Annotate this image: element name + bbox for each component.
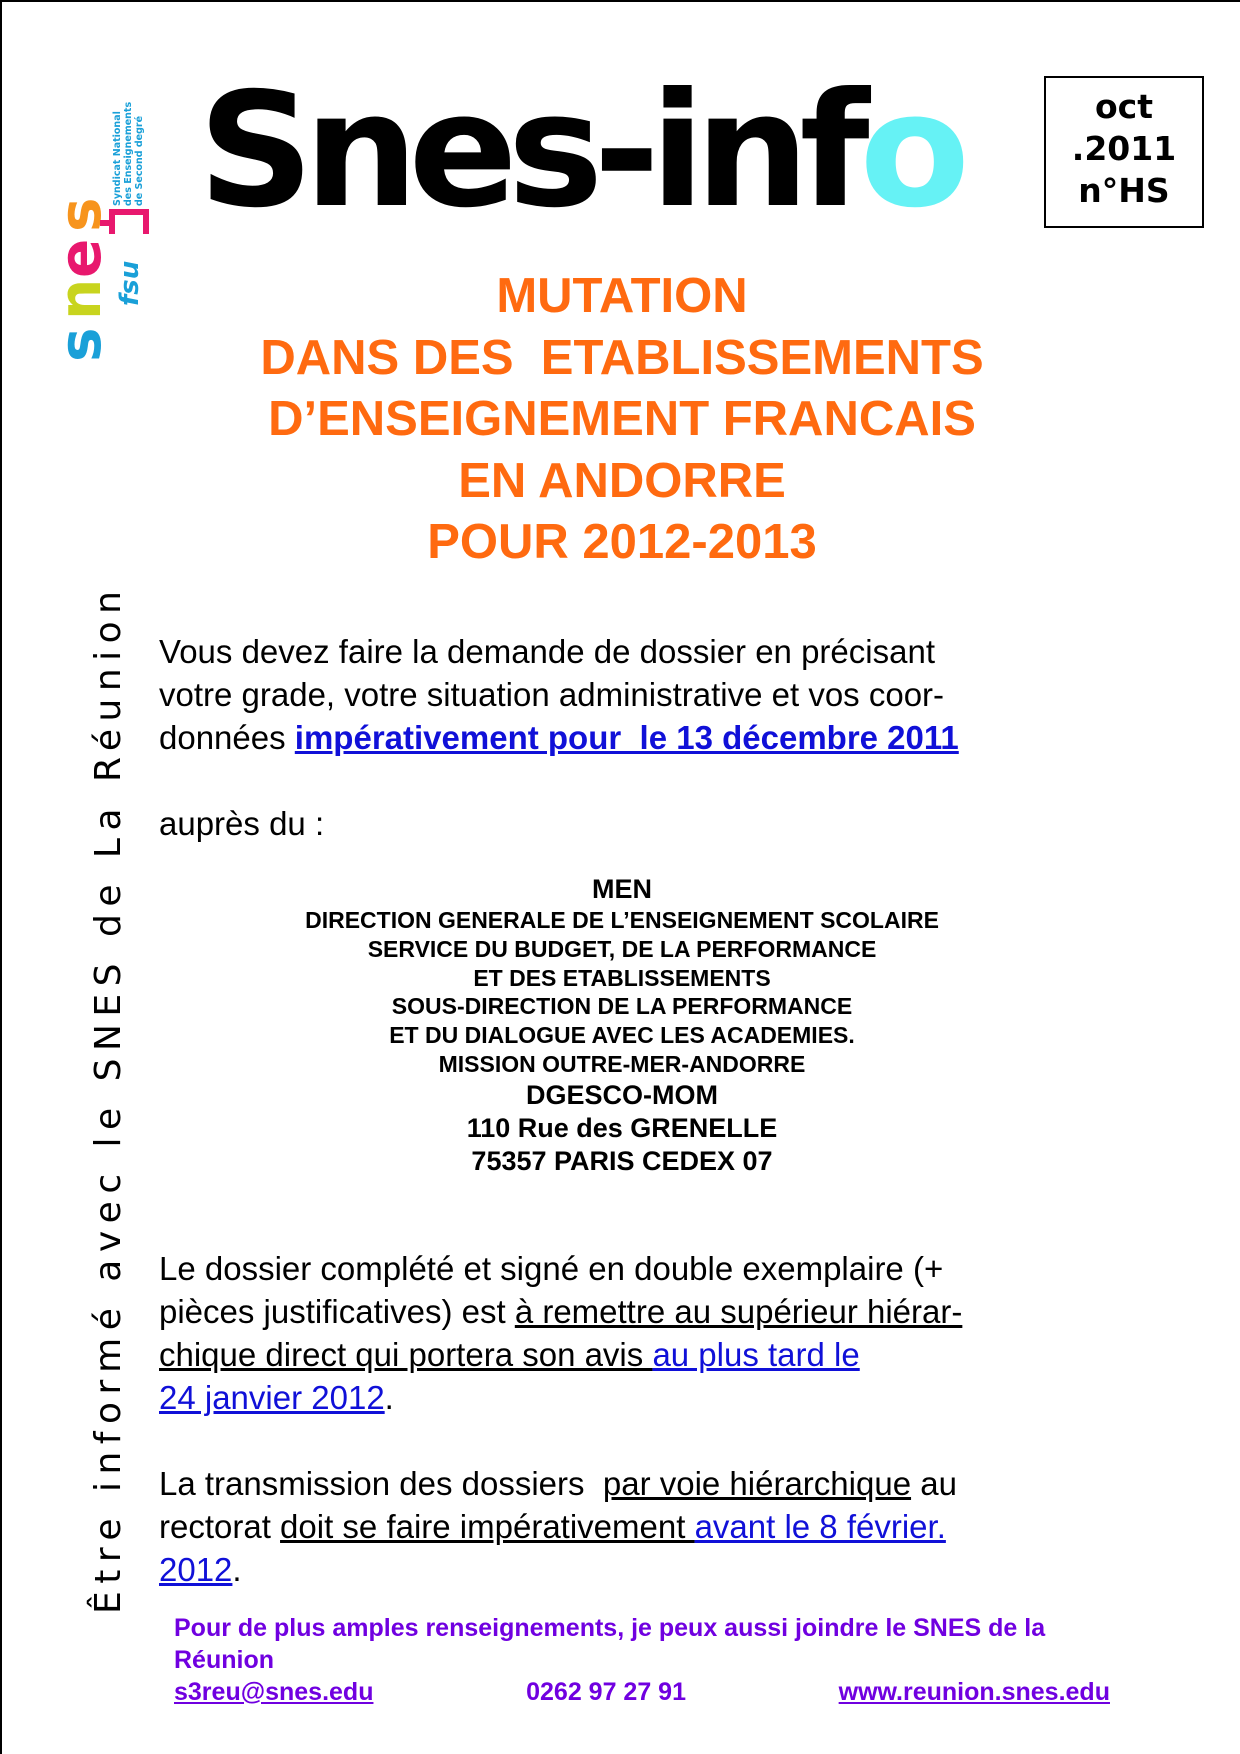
underlined-text: chique direct qui portera son avis <box>159 1336 653 1373</box>
paragraph-line: votre grade, votre situation administrative et vos coor- <box>159 676 945 713</box>
email-link[interactable]: s3reu@snes.edu <box>174 1678 374 1706</box>
underlined-text: à remettre au supérieur hiérar- <box>514 1293 963 1330</box>
title-line: DANS DES ETABLISSEMENTS <box>260 330 984 385</box>
underlined-text: doit se faire impérativement <box>280 1508 695 1545</box>
issue-box <box>1044 76 1204 228</box>
paragraph-dossier <box>159 1247 1109 1419</box>
title-line: D’ENSEIGNEMENT FRANCAIS <box>268 392 976 446</box>
paragraph-line <box>159 1290 1109 1333</box>
paragraph-aupres <box>159 802 1109 845</box>
paragraph-line <box>159 1548 1109 1591</box>
paragraph-line: Vous devez faire la demande de dossier en précisant <box>159 633 935 670</box>
phone-number: 0262 97 27 91 <box>526 1678 686 1706</box>
paragraph-line <box>159 1462 1109 1505</box>
contact-footer <box>174 1612 1110 1708</box>
paragraph-request <box>159 630 1109 759</box>
paragraph-line <box>159 716 1109 759</box>
svg-text:s: s <box>46 327 114 362</box>
deadline-superior: au plus tard le <box>652 1336 860 1373</box>
deadline-rectorat: avant le 8 février. <box>694 1508 946 1545</box>
svg-text:Syndicat National: Syndicat National <box>112 111 123 206</box>
address-block <box>202 873 1042 1178</box>
svg-text:e: e <box>46 238 114 278</box>
address-street: 110 Rue des GRENELLE <box>466 1112 778 1143</box>
paragraph-line <box>159 1505 1109 1548</box>
address-code: DGESCO-MOM <box>526 1079 718 1110</box>
document-title <box>162 266 1082 574</box>
paragraph-text: . <box>384 1379 394 1416</box>
svg-text:s: s <box>46 197 114 232</box>
paragraph-line: Le dossier complété et signé en double exemplaire (+ <box>159 1250 944 1287</box>
paragraph-text: pièces justificatives) est <box>159 1293 515 1330</box>
title-line: POUR 2012-2013 <box>427 515 817 569</box>
deadline-rectorat-year: 2012 <box>159 1551 233 1588</box>
underlined-text: par voie hiérarchique <box>602 1465 912 1502</box>
website-link[interactable]: www.reunion.snes.edu <box>838 1678 1110 1706</box>
paragraph-transmission <box>159 1462 1109 1591</box>
svg-text:fsu: fsu <box>115 260 145 306</box>
deadline-request: impérativement pour le 13 décembre 2011 <box>294 719 959 756</box>
paragraph-line <box>159 1376 1109 1419</box>
deadline-superior-date: 24 janvier 2012 <box>159 1379 385 1416</box>
address-city: 75357 PARIS CEDEX 07 <box>471 1145 773 1176</box>
address-head: MEN <box>592 874 652 904</box>
address-line: SERVICE DU BUDGET, DE LA PERFORMANCE <box>367 935 877 962</box>
paragraph-text: La transmission des dossiers <box>159 1465 603 1502</box>
svg-text:n: n <box>46 278 114 320</box>
address-line: DIRECTION GENERALE DE L’ENSEIGNEMENT SCOLAIRE <box>305 907 939 933</box>
issue-year: .2011 <box>1071 129 1177 168</box>
masthead-accent: o <box>859 59 960 243</box>
paragraph-text: au <box>911 1465 957 1502</box>
address-line: SOUS-DIRECTION DE LA PERFORMANCE <box>391 993 853 1020</box>
svg-text:des Enseignements: des Enseignements <box>123 101 134 206</box>
paragraph-text: . <box>232 1551 242 1588</box>
address-line: ET DU DIALOGUE AVEC LES ACADEMIES. <box>389 1022 855 1049</box>
paragraph-text: rectorat <box>159 1508 281 1545</box>
snes-logo-icon <box>46 94 155 369</box>
footer-text: Pour de plus amples renseignements, je peux aussi joindre le SNES de la Réunion <box>174 1614 1046 1674</box>
svg-text:de Second degré: de Second degré <box>134 115 145 206</box>
paragraph-line: auprès du : <box>159 805 325 842</box>
snes-fsu-logo <box>46 94 155 369</box>
paragraph-line <box>159 1333 1109 1376</box>
issue-number: n°HS <box>1078 171 1170 210</box>
address-line: ET DES ETABLISSEMENTS <box>473 964 771 991</box>
footer-contacts <box>174 1676 1110 1708</box>
title-line: MUTATION <box>496 269 748 323</box>
issue-month: oct <box>1094 87 1153 126</box>
masthead-title <box>198 59 960 243</box>
address-line: MISSION OUTRE-MER-ANDORRE <box>438 1050 806 1077</box>
paragraph-text: données <box>159 719 295 756</box>
side-slogan: Être informé avec le SNES de La Réunion <box>88 583 129 1614</box>
masthead-main: Snes-inf <box>198 59 860 243</box>
title-line: EN ANDORRE <box>458 453 786 508</box>
